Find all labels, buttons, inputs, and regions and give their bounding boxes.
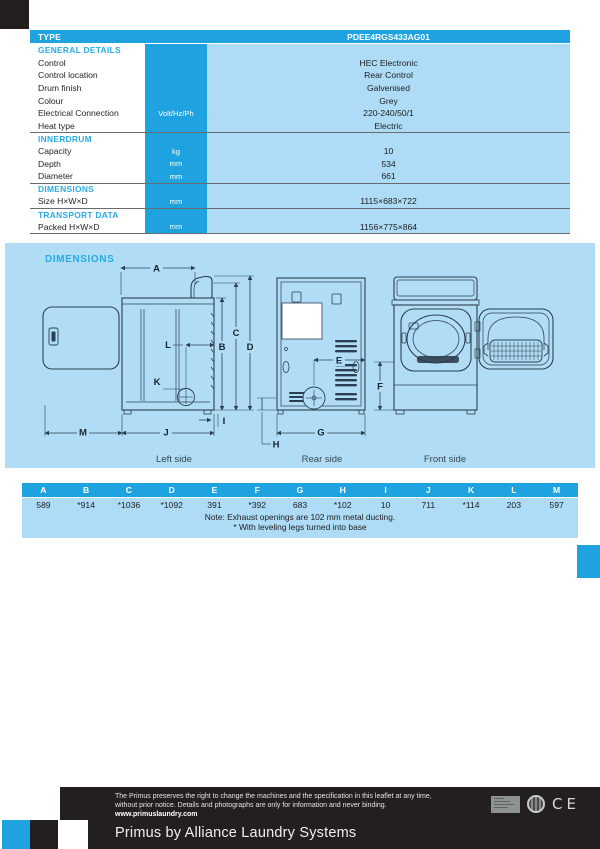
brand-line: Primus by Alliance Laundry Systems [115, 825, 357, 842]
spec-row-electrical-connection [30, 107, 570, 120]
spec-label: Diameter [30, 170, 145, 183]
front-side-view [392, 277, 553, 414]
spec-label: Colour [30, 94, 145, 107]
section-title: DIMENSIONS [30, 184, 145, 196]
spec-unit: mm [145, 157, 207, 170]
dim-letter-j: J [163, 427, 169, 439]
view-captions [156, 454, 466, 465]
dim-val: 203 [506, 500, 521, 510]
website-link[interactable]: www.primuslaundry.com [115, 811, 198, 819]
dim-letter-d: D [246, 342, 254, 353]
dimension-table-header [22, 483, 578, 497]
note-line-1: Note: Exhaust openings are 102 mm metal ducting. [204, 512, 396, 522]
type-label: TYPE [38, 31, 62, 42]
spec-value: 220-240/50/1 [207, 107, 570, 120]
bottom-dark-square [30, 820, 58, 849]
spec-value: 534 [207, 157, 570, 170]
spec-row-control-location [30, 69, 570, 82]
spec-value: Rear Control [207, 69, 570, 82]
dim-col: L [511, 485, 517, 495]
dimensions-diagram-panel [5, 243, 595, 468]
spec-row-diameter [30, 170, 570, 183]
caption-rear-side: Rear side [301, 454, 343, 465]
dimension-letters [79, 264, 383, 451]
dim-val: 10 [380, 500, 391, 510]
spec-row-size [30, 195, 570, 208]
spec-value: Grey [207, 94, 570, 107]
ce-mark-icon: CE [552, 795, 580, 813]
top-left-corner-block [0, 0, 29, 29]
spec-row-heat-type [30, 120, 570, 133]
spec-label: Depth [30, 157, 145, 170]
section-row-general-details [30, 44, 570, 57]
dim-val: 391 [207, 500, 222, 510]
model-number: PDEE4RGS433AG01 [347, 31, 430, 42]
spec-unit [145, 82, 207, 95]
spec-rows [30, 44, 570, 234]
dim-letter-a: A [153, 263, 160, 275]
dryer-dimension-drawing [5, 243, 595, 468]
section-title: GENERAL DETAILS [30, 44, 145, 57]
dim-val: *914 [77, 500, 95, 510]
dim-letter-h: H [272, 439, 280, 451]
dim-letter-m: M [79, 427, 87, 439]
spec-label: Control [30, 57, 145, 70]
spec-value: 1156×775×864 [207, 220, 570, 233]
spec-label: Capacity [30, 145, 145, 158]
spec-row-capacity [30, 145, 570, 158]
dimension-table [22, 483, 578, 538]
spec-unit [145, 120, 207, 133]
spec-table [30, 30, 570, 234]
dimension-values-row [22, 498, 578, 512]
section-row-dimensions [30, 183, 570, 196]
spec-value: 1115×683×722 [207, 195, 570, 208]
spec-row-drum-finish [30, 82, 570, 95]
dim-letter-k: K [153, 377, 161, 388]
bottom-blue-square [2, 820, 30, 849]
dim-col: I [384, 485, 387, 495]
spec-unit [145, 69, 207, 82]
dimension-notes [22, 512, 578, 532]
spec-value: Galvenised [207, 82, 570, 95]
dim-letter-i: I [222, 416, 226, 427]
caption-left-side: Left side [156, 454, 192, 465]
dim-col: K [467, 485, 475, 495]
dim-val: 683 [292, 500, 308, 510]
spec-unit [145, 57, 207, 70]
open-door-lint-filter [475, 309, 553, 369]
dim-col: E [211, 485, 218, 495]
dim-col: D [168, 485, 175, 495]
section-row-transport-data [30, 208, 570, 221]
dim-letter-f: F [377, 381, 383, 393]
footer-text-block [115, 793, 432, 841]
spec-unit: Volt/Hz/Ph [145, 107, 207, 120]
dim-col: C [125, 485, 133, 495]
spec-value: 661 [207, 170, 570, 183]
right-edge-accent-tab [577, 545, 600, 578]
dim-letter-g: G [317, 427, 325, 439]
type-header-bar [30, 30, 570, 43]
spec-row-packed [30, 220, 570, 233]
dim-val: 711 [421, 500, 436, 510]
dim-val: *1036 [117, 500, 141, 510]
note-line-2: * With leveling legs turned into base [233, 522, 367, 532]
round-certification-badge-icon [527, 795, 545, 813]
section-row-innerdrum [30, 132, 570, 145]
dim-col: G [296, 485, 304, 495]
spec-unit: mm [145, 195, 207, 208]
dim-val: *102 [333, 500, 352, 510]
spec-label: Drum finish [30, 82, 145, 95]
dim-col: H [339, 485, 346, 495]
rear-side-view [277, 278, 365, 414]
dim-col: J [425, 485, 431, 495]
dim-val: *114 [462, 500, 480, 510]
section-title: TRANSPORT DATA [30, 209, 145, 221]
spec-value: Electric [207, 120, 570, 133]
spec-value: HEC Electronic [207, 57, 570, 70]
spec-unit: kg [145, 145, 207, 158]
dim-val: 589 [36, 500, 51, 510]
caption-front-side: Front side [423, 454, 467, 465]
dim-letter-l: L [165, 340, 171, 351]
disclaimer-text: The Primus preserves the right to change the machines and the specification in this leaflet at any time, without prior notice. Details and photographs are only for information and never binding. [115, 793, 432, 809]
footer [60, 787, 600, 849]
dim-val: *1092 [160, 500, 183, 510]
spec-unit: mm [145, 220, 207, 233]
dimension-table-body [22, 498, 578, 538]
spec-unit: mm [145, 170, 207, 183]
spec-label: Size H×W×D [30, 195, 145, 208]
spec-label: Heat type [30, 120, 145, 133]
section-title: INNERDRUM [30, 133, 145, 145]
dim-col: B [83, 485, 90, 495]
spec-row-depth [30, 157, 570, 170]
diagram-heading: DIMENSIONS [45, 254, 115, 265]
dim-val: 597 [549, 500, 564, 510]
dim-col: A [40, 485, 47, 495]
spec-label: Packed H×W×D [30, 220, 145, 233]
dim-val: *392 [248, 500, 267, 510]
dim-letter-c: C [232, 328, 240, 339]
spec-unit [145, 94, 207, 107]
dim-col: M [553, 485, 561, 495]
spec-label: Electrical Connection [30, 107, 145, 120]
iso-certification-logo [491, 796, 520, 813]
spec-row-control [30, 57, 570, 70]
footer-corner-cutout [58, 820, 88, 849]
spec-label: Control location [30, 69, 145, 82]
dim-col: F [254, 485, 260, 495]
dim-letter-e: E [335, 355, 343, 367]
dim-letter-b: B [218, 342, 226, 353]
footer-logos [491, 795, 580, 813]
spec-value: 10 [207, 145, 570, 158]
spec-row-colour [30, 94, 570, 107]
